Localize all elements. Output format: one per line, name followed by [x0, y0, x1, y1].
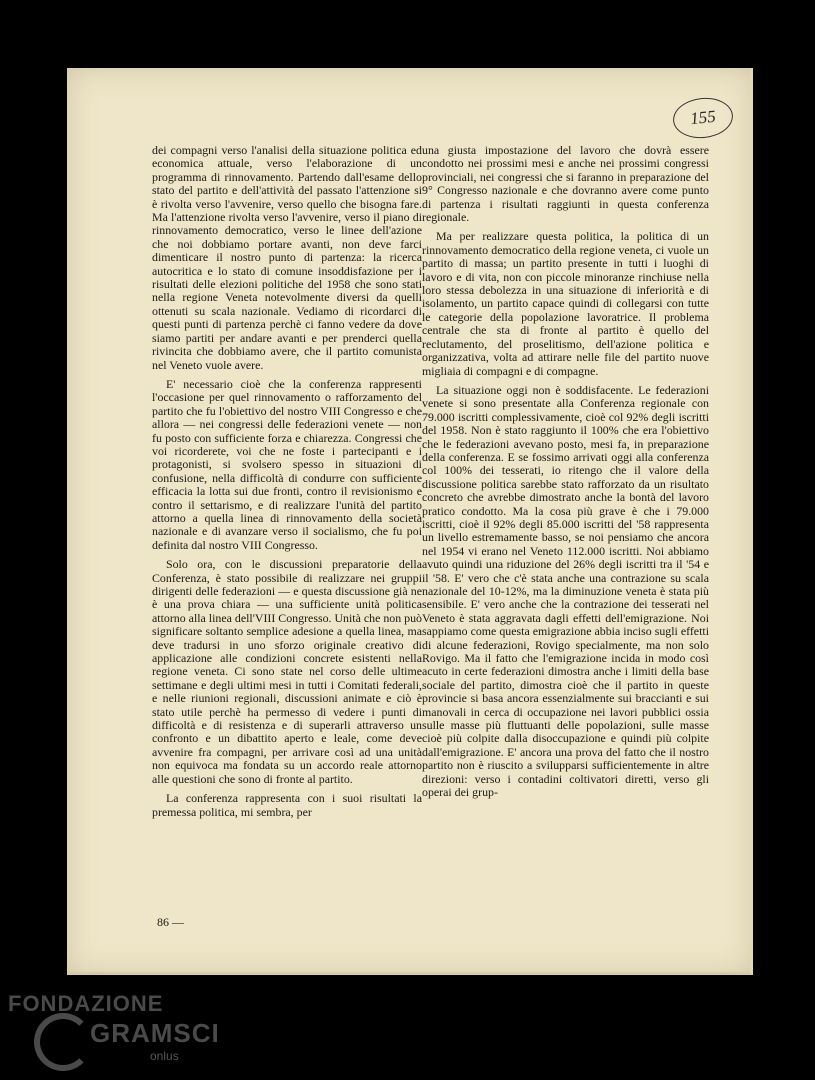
- page-number: 86 —: [157, 915, 184, 929]
- watermark-line-3: onlus: [150, 1049, 179, 1063]
- document-page: [67, 68, 753, 975]
- left-text-column: [152, 144, 422, 825]
- paragraph: dei compagni verso l'analisi della situazione politica ed economica attuale, verso l'elaborazione di un programma di rinnovamento. Partendo dall'esame dello stato del partito e dell'attività del passato l'attenzione si è rivolta verso l'avvenire, verso quello che bisogna fare. Ma l'attenzione rivolta verso l'avvenire, verso il piano di rinnovamento democratico, verso le linee dell'azione che noi dobbiamo portare avanti, non deve farci dimenticare il nostro punto di partenza: la ricerca autocritica e lo stato di comune insoddisfazione per i risultati delle elezioni politiche del 1958 che sono stati nella regione Veneta notevolmente diversi da quelli ottenuti su scala nazionale. Vediamo di ricordarci di questi punti di partenza perchè ci fanno vedere da dove siamo partiti per andare avanti e per prenderci quella rivincita che dobbiamo avere, che il partito comunista nel Veneto vuole avere.: [152, 143, 422, 372]
- paragraph: una giusta impostazione del lavoro che dovrà essere condotto nei prossimi mesi e anche nei prossimi congressi provinciali, nei congressi che si faranno in preparazione del 9° Congresso nazionale e che dovranno avere come punto di partenza i risultati raggiunti in questa conferenza regionale.: [422, 143, 709, 225]
- paragraph: La conferenza rappresenta con i suoi risultati la premessa politica, mi sembra, per: [152, 791, 422, 819]
- right-text-column: [422, 144, 709, 806]
- paragraph: La situazione oggi non è soddisfacente. Le federazioni venete si sono presentate alla Conferenza regionale con 79.000 iscritti complessivamente, cioè col 92% degli iscritti del 1958. Non è stato raggiunto il 100% che era l'obiettivo che le federazioni avevano posto, mesi fa, in preparazione della conferenza. E se fossimo arrivati oggi alla conferenza col 100% dei tesserati, io ritengo che il valore della discussione politica sarebbe stato rafforzato da un risultato concreto che avrebbe dimostrato anche la bontà del lavoro pratico condotto. Ma la cosa più grave è che i 79.000 iscritti, cioè il 92% degli 85.000 iscritti del '58 rappresenta un livello estremamente basso, se noi pensiamo che ancora nel 1954 vi erano nel Veneto 112.000 iscritti. Noi abbiamo avuto quindi una riduzione del 26% degli iscritti tra il '54 e il '58. E' vero che c'è stata anche una contrazione su scala nazionale del 10-12%, ma la diminuzione veneta è stata più sensibile. E' vero anche che la contrazione dei tesserati nel Veneto è stata aggravata dagli effetti dell'emigrazione. Noi sappiamo come questa emigrazione abbia inciso sugli effetti di alcune federazioni, Rovigo specialmente, ma non solo Rovigo. Ma il fatto che l'emigrazione incida in modo così acuto in certe federazioni dimostra anche i limiti della base sociale del partito, dimostra cioè che il partito in queste provincie si basa ancora essenzialmente sui braccianti e sui manovali in cerca di occupazione nei lavori pubblici ossia sulle masse più fluttuanti delle popolazioni, sulle masse cioè più colpite dalla disoccupazione e quindi più colpite dall'emigrazione. E' ancora una prova del fatto che il nostro partito non è riuscito a svilupparsi sufficientemente in altre direzioni: verso i contadini coltivatori diretti, verso gli operai dei grup-: [422, 382, 709, 800]
- paragraph: E' necessario cioè che la conferenza rappresenti l'occasione per quel rinnovamento o rafforzamento del partito che fu l'obiettivo del nostro VIII Congresso e che allora — nei congressi delle federazioni venete — non fu posto con sufficiente forza e chiarezza. Congressi che voi ricorderete, voi che ne foste i partecipanti e i protagonisti, si svolsero spesso in situazioni di confusione, nella difficoltà di condurre con sufficiente efficacia la lotta sui due fronti, contro il revisionismo e contro il settarismo, e di realizzare l'unità del partito attorno a quella linea di rinnovamento della società nazionale e di avanzare verso il socialismo, che fu poi definita dal nostro VIII Congresso.: [152, 376, 422, 552]
- paragraph: Ma per realizzare questa politica, la politica di un rinnovamento democratico della regione veneta, ci vuole un partito di massa; un partito presente in tutti i luoghi di lavoro e di vita, non con piccole minoranze rinchiuse nella loro stessa debolezza in una situazione di inferiorità e di isolamento, un partito capace quindi di collegarsi con tutte le categorie della popolazione lavoratrice. Il problema centrale che sta di fronte al partito è quello del reclutamento, del proselitismo, dell'azione politica e organizzativa, volta ad attirare nelle file del partito nuove migliaia di compagni e di compagne.: [422, 229, 709, 378]
- watermark-line-1: FONDAZIONE: [8, 991, 164, 1016]
- watermark-line-2: GRAMSCI: [90, 1018, 220, 1048]
- paragraph: Solo ora, con le discussioni preparatorie della Conferenza, è stato possibile di realizzare nei gruppi dirigenti delle federazioni — e questa discussione già ne è una prova chiara — una sufficiente unità politica attorno alla linea dell'VIII Congresso. Unità che non può significare soltanto semplice adesione a quella linea, ma deve tradursi in uno sforzo originale creativo di applicazione alle condizioni concrete esistenti nella regione veneta. Ci sono state nel corso delle ultime settimane e degli ultimi mesi in tutti i Comitati federali, e nelle riunioni regionali, discussioni animate e ciò è stato utile perchè ha permesso di vedere i punti di difficoltà e di resistenza e di superarli attraverso un confronto e un dibattito aperto e leale, come deve avvenire fra compagni, per arrivare così ad una unità non equivoca ma fondata su un accordo reale attorno alle questioni che sono di fronte al partito.: [152, 557, 422, 786]
- handwritten-page-annotation: 155: [671, 95, 735, 141]
- watermark-circle-icon: [34, 1013, 92, 1071]
